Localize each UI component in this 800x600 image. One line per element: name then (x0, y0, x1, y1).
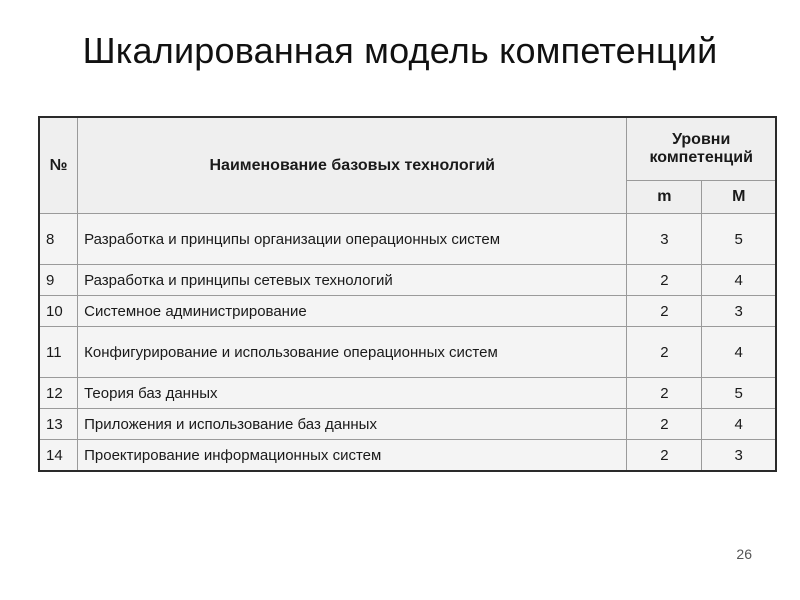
table-row (39, 296, 776, 327)
table-row (39, 440, 776, 472)
min-level: 2 (627, 378, 702, 409)
technology-name: Конфигурирование и использование операционных систем (78, 327, 627, 378)
row-number: 14 (39, 440, 78, 472)
table-header-row (39, 117, 776, 181)
row-number: 11 (39, 327, 78, 378)
max-level: 4 (702, 265, 776, 296)
min-level: 2 (627, 296, 702, 327)
header-competency-levels: Уровни компетенций (627, 117, 776, 181)
technology-name: Приложения и использование баз данных (78, 409, 627, 440)
min-level: 2 (627, 409, 702, 440)
row-number: 9 (39, 265, 78, 296)
max-level: 3 (702, 296, 776, 327)
header-min-level: m (627, 181, 702, 214)
max-level: 4 (702, 409, 776, 440)
table-row (39, 214, 776, 265)
header-max-level: M (702, 181, 776, 214)
row-number: 10 (39, 296, 78, 327)
page-number: 26 (736, 546, 752, 562)
competency-table (38, 116, 777, 472)
max-level: 5 (702, 378, 776, 409)
min-level: 2 (627, 327, 702, 378)
max-level: 5 (702, 214, 776, 265)
row-number: 8 (39, 214, 78, 265)
technology-name: Разработка и принципы организации операционных систем (78, 214, 627, 265)
technology-name: Проектирование информационных систем (78, 440, 627, 472)
technology-name: Теория баз данных (78, 378, 627, 409)
min-level: 2 (627, 440, 702, 472)
min-level: 2 (627, 265, 702, 296)
row-number: 13 (39, 409, 78, 440)
header-technology-name: Наименование базовых технологий (78, 117, 627, 214)
table-row (39, 327, 776, 378)
technology-name: Системное администрирование (78, 296, 627, 327)
min-level: 3 (627, 214, 702, 265)
technology-name: Разработка и принципы сетевых технологий (78, 265, 627, 296)
max-level: 4 (702, 327, 776, 378)
table-row (39, 409, 776, 440)
slide-title: Шкалированная модель компетенций (82, 30, 718, 71)
table-row (39, 378, 776, 409)
table-row (39, 265, 776, 296)
header-number: № (39, 117, 78, 214)
max-level: 3 (702, 440, 776, 472)
row-number: 12 (39, 378, 78, 409)
